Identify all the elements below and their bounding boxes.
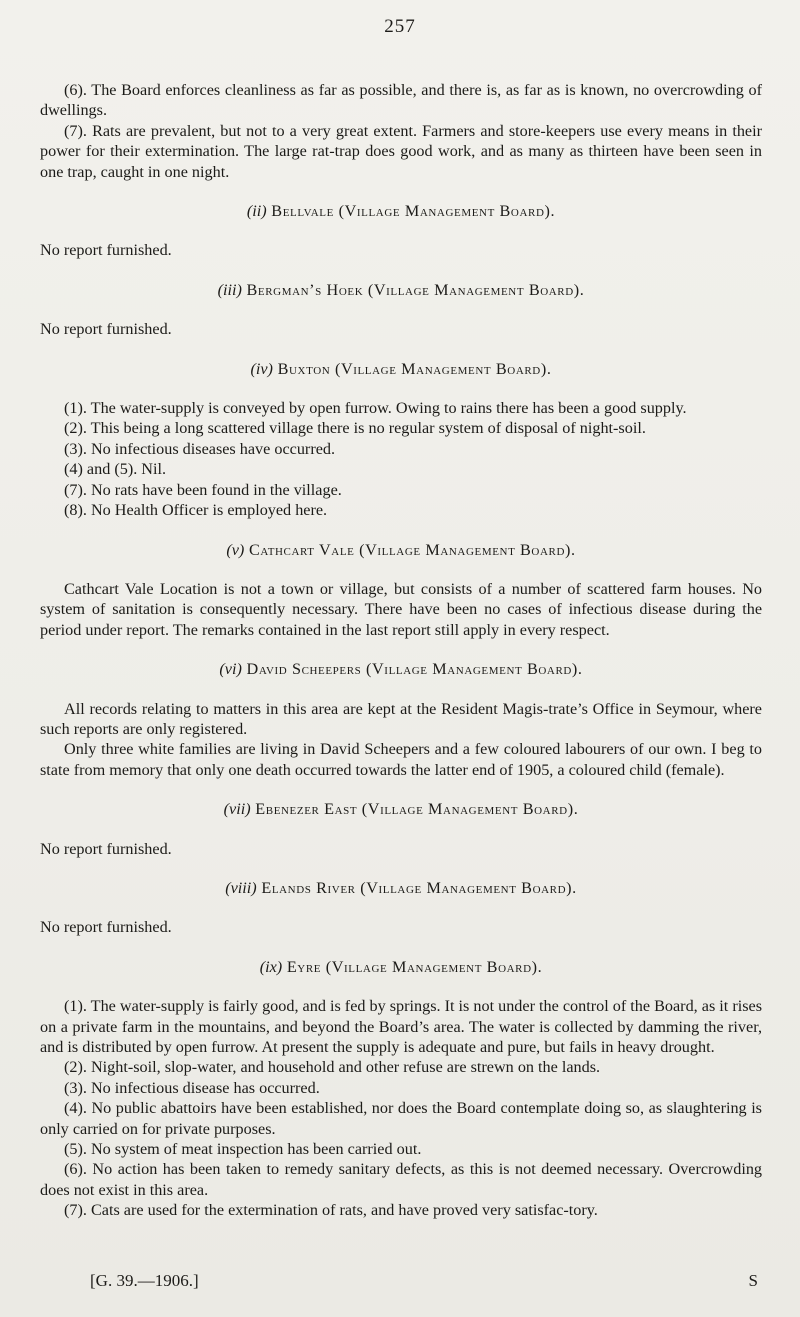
section-title: Bergman’s Hoek (Village Management Board).: [246, 280, 585, 299]
section-numeral: (ii): [246, 202, 267, 221]
scheepers-paragraph-2: Only three white families are living in David Scheepers and a few coloured labourers of our own. I beg to state from memory that only one death occurred towards the latter end of 1905, a coloured child (female).: [40, 740, 762, 779]
section-heading-elands: [40, 878, 762, 898]
section-title: Ebenezer East (Village Management Board).: [255, 800, 579, 819]
buxton-paragraph-2: (2). This being a long scattered village there is no regular system of disposal of night-soil.: [64, 419, 646, 438]
paragraph-6: (6). The Board enforces cleanliness as far as possible, and there is, as far as is known, no overcrowding of dwellings.: [40, 81, 762, 120]
bellvale-body: No report furnished.: [40, 241, 172, 260]
elands-body: No report furnished.: [40, 918, 172, 937]
section-numeral: (viii): [225, 878, 257, 897]
buxton-paragraph-1: (1). The water-supply is conveyed by open furrow. Owing to rains there has been a good supply.: [64, 399, 687, 418]
page-content: [40, 80, 762, 1221]
section-title: Cathcart Vale (Village Management Board).: [248, 540, 576, 559]
paragraph-7: (7). Rats are prevalent, but not to a very great extent. Farmers and store-keepers use every means in their power for their extermination. The large rat-trap does good work, and as many as thirteen have been seen in one trap, caught in one night.: [40, 121, 762, 181]
eyre-paragraph-3: (3). No infectious disease has occurred.: [64, 1078, 320, 1097]
section-numeral: (vi): [219, 660, 242, 679]
section-heading-bellvale: [40, 201, 762, 221]
publication-reference: [G. 39.—1906.]: [90, 1271, 199, 1290]
section-numeral: (iv): [250, 359, 273, 378]
eyre-paragraph-2: (2). Night-soil, slop-water, and household and other refuse are strewn on the lands.: [64, 1058, 601, 1077]
section-numeral: (v): [226, 540, 245, 559]
section-title: Bellvale (Village Management Board).: [271, 202, 556, 221]
section-heading-eyre: [40, 957, 762, 977]
eyre-paragraph-5: (5). No system of meat inspection has been carried out.: [64, 1140, 422, 1159]
section-title: David Scheepers (Village Management Board).: [246, 660, 583, 679]
section-numeral: (ix): [259, 957, 283, 976]
section-heading-buxton: [40, 359, 762, 379]
buxton-paragraph-4: (4) and (5). Nil.: [64, 460, 167, 479]
section-heading-cathcart: [40, 540, 762, 560]
buxton-paragraph-3: (3). No infectious diseases have occurred.: [64, 439, 336, 458]
section-heading-bergman: [40, 280, 762, 300]
page-number: 257: [384, 16, 416, 37]
cathcart-body: Cathcart Vale Location is not a town or village, but consists of a number of scattered farm houses. No system of sanitation is consequently necessary. There have been no cases of infectious disease during the period under report. The remarks contained in the last report still apply in every respect.: [40, 579, 762, 639]
eyre-paragraph-1: (1). The water-supply is fairly good, and is fed by springs. It is not under the control of the Board, as it rises on a private farm in the mountains, and beyond the Board’s area. The water is collected by damming the river, and is distributed by open furrow. At present the supply is adequate and pure, but fails in heavy drought.: [40, 997, 762, 1056]
scheepers-paragraph-1: All records relating to matters in this area are kept at the Resident Magis-trate’s Office in Seymour, where such reports are only registered.: [40, 699, 762, 738]
signature-mark: S: [748, 1271, 758, 1290]
bergman-body: No report furnished.: [40, 320, 172, 339]
buxton-paragraph-7: (7). No rats have been found in the village.: [64, 480, 342, 499]
eyre-paragraph-6: (6). No action has been taken to remedy sanitary defects, as this is not deemed necessary. Overcrowding does not exist in this area.: [40, 1160, 762, 1199]
eyre-paragraph-4: (4). No public abattoirs have been established, nor does the Board contemplate doing so, as slaughtering is only carried on for private purposes.: [40, 1099, 762, 1138]
section-heading-scheepers: [40, 659, 762, 679]
section-title: Buxton (Village Management Board).: [277, 359, 552, 378]
section-numeral: (vii): [223, 800, 251, 819]
ebenezer-body: No report furnished.: [40, 839, 172, 858]
section-title: Elands River (Village Management Board).: [261, 878, 577, 897]
eyre-paragraph-7: (7). Cats are used for the extermination of rats, and have proved very satisfac-tory.: [64, 1201, 598, 1220]
section-numeral: (iii): [217, 280, 242, 299]
buxton-paragraph-8: (8). No Health Officer is employed here.: [64, 501, 328, 520]
section-title: Eyre (Village Management Board).: [286, 957, 543, 976]
section-heading-ebenezer: [40, 799, 762, 819]
